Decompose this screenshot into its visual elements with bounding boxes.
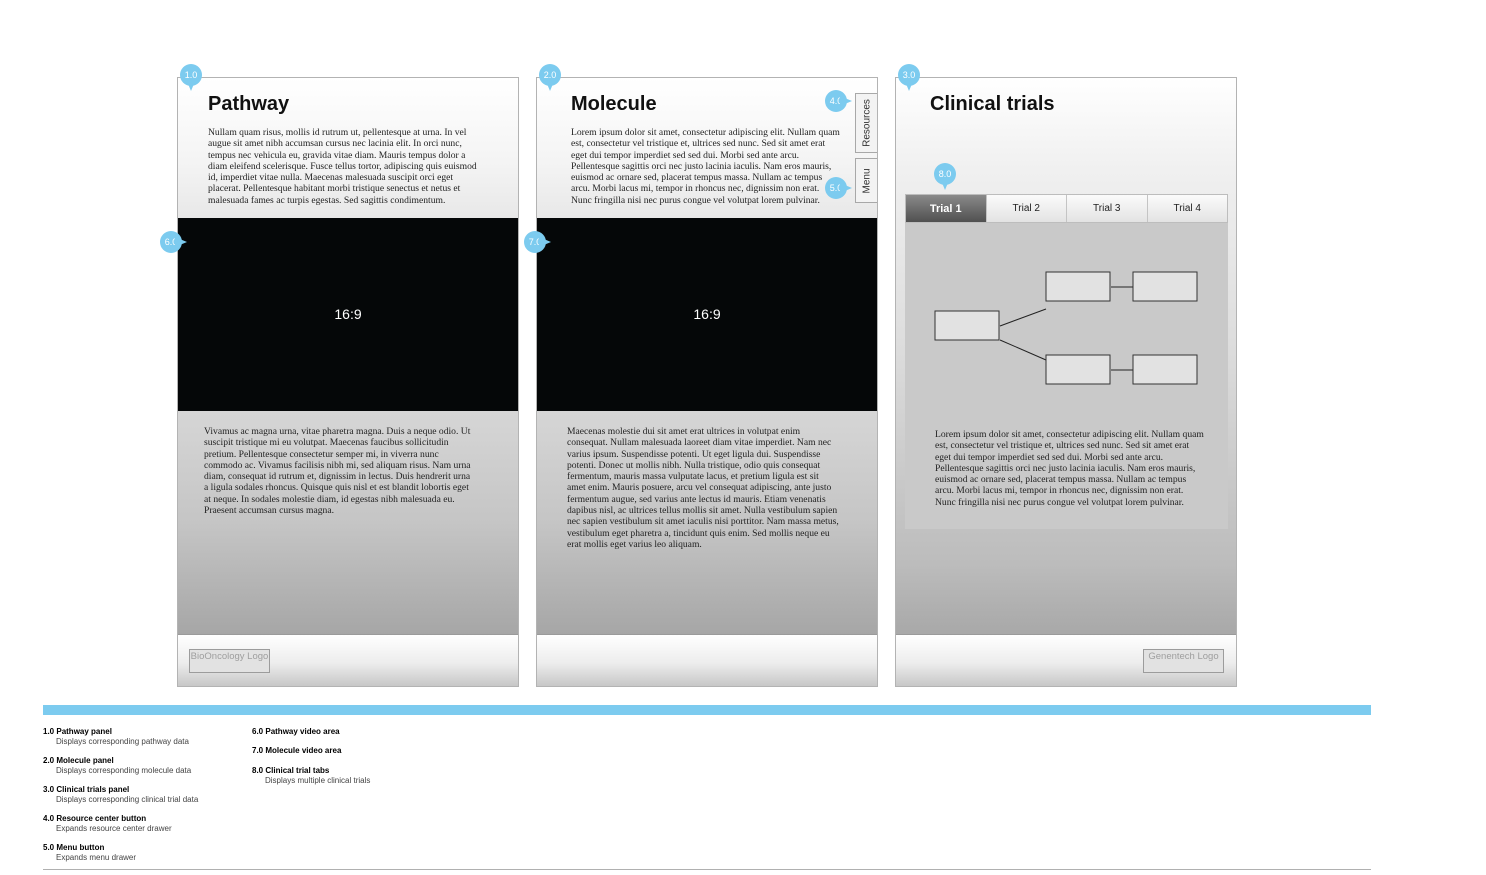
legend-num: 7.0 <box>252 746 264 755</box>
legend-num: 3.0 <box>43 785 55 794</box>
marker-7-0: 7.0 <box>524 231 546 253</box>
legend-num: 1.0 <box>43 727 55 736</box>
diagram-connector <box>1000 340 1046 360</box>
legend-item <box>252 766 370 795</box>
video-aspect-label: 16:9 <box>693 306 721 322</box>
legend-item <box>43 843 198 872</box>
pathway-body <box>178 411 518 635</box>
molecule-footer <box>537 634 877 686</box>
legend-title: Pathway panel <box>56 727 112 736</box>
marker-1-0: 1.0 <box>180 64 202 86</box>
bio-oncology-logo[interactable]: BioOncology Logo <box>189 649 270 673</box>
legend-desc: Displays corresponding pathway data <box>56 736 189 746</box>
clinical-footer <box>896 634 1236 686</box>
marker-5-0: 5.0 <box>825 177 847 199</box>
diagram-node <box>1133 355 1197 384</box>
pathway-title: Pathway <box>208 93 290 115</box>
menu-tab-button[interactable] <box>855 158 877 203</box>
marker-8-0: 8.0 <box>934 163 956 185</box>
legend-title: Resource center button <box>56 814 147 823</box>
marker-6-0: 6.0 <box>160 231 182 253</box>
legend-divider-bar <box>43 705 1371 715</box>
legend-desc: Displays corresponding clinical trial data <box>56 794 199 804</box>
molecule-panel <box>536 77 878 687</box>
legend-title: Molecule panel <box>56 756 114 765</box>
legend-desc: Expands menu drawer <box>56 852 137 862</box>
clinical-body-text: Lorem ipsum dolor sit amet, consectetur adipiscing elit. Nullam quam est, consectetur vel tristique et, ultrices sed nunc. Sed sit amet erat eget dui tempor imperdiet sed sed dui. Morbi sed ante arcu. Pellentesque sagittis orci nec justo lacinia iaculis. Nam eros mauris, euismod ac ornare sed, placerat tempus massa. Nullam ac tempus arcu. Morbi lacus mi, tempor in rhoncus nec, dignissim non erat. Nunc fringilla nisi nec purus congue vel volutpat lorem pulvinar. <box>935 429 1204 508</box>
resources-tab-label: Resources <box>861 99 872 147</box>
legend-title: Molecule video area <box>265 746 342 755</box>
legend-item <box>43 785 198 814</box>
legend-title: Clinical trials panel <box>56 785 130 794</box>
molecule-video-area[interactable] <box>537 218 877 411</box>
legend-desc: Displays corresponding molecule data <box>56 765 192 775</box>
legend-num: 2.0 <box>43 756 55 765</box>
tab-trial-3[interactable]: Trial 3 <box>1066 195 1147 222</box>
pathway-panel <box>177 77 519 687</box>
molecule-intro-text: Lorem ipsum dolor sit amet, consectetur adipiscing elit. Nullam quam est, consectetur vel tristique et, ultrices sed nunc. Sed sit amet erat eget dui tempor imperdiet sed sed dui. Morbi sed ante arcu. Pellentesque sagittis orci nec justo lacinia iaculis. Nam eros mauris, euismod ac ornare sed, placerat tempus massa. Nullam ac tempus arcu. Morbi lacus mi, tempor in rhoncus nec, dignissim non erat. Nunc fringilla nisi nec purus congue vel volutpat lorem pulvinar. <box>571 127 840 206</box>
molecule-body-text: Maecenas molestie dui sit amet erat ultrices in volutpat enim consequat. Nullam malesuada laoreet diam vitae imperdiet. Nam nec varius ipsum. Suspendisse potenti. Ut eget ligula dui. Suspendisse potenti. Donec ut mollis nibh. Nulla tristique, odio quis consequat fermentum, mauris massa vulputate lacus, et pretium ligula est sit amet enim. Mauris posuere, arcu vel consequat adipiscing, ante justo fermentum augue, sed varius ante lectus id mauris. Etiam venenatis dapibus nisl, ac ultrices tellus mollis sit amet. Nulla vestibulum sapien nec sapien vestibulum sit amet iaculis nisi porttitor. Nam massa metus, vestibulum eget pharetra a, tincidunt quis enim. Sed mollis neque eu erat mollis eget varius leo aliquam. <box>567 426 839 550</box>
molecule-title: Molecule <box>571 93 657 115</box>
menu-tab-label: Menu <box>861 167 872 194</box>
legend-title: Menu button <box>56 843 105 852</box>
diagram-connector <box>1000 309 1046 326</box>
legend-column-1 <box>43 727 198 872</box>
video-aspect-label: 16:9 <box>334 306 362 322</box>
pathway-video-area[interactable] <box>178 218 518 411</box>
bottom-divider <box>43 869 1371 870</box>
legend-item <box>252 727 370 746</box>
legend-item <box>43 727 198 756</box>
legend-num: 6.0 <box>252 727 264 736</box>
legend-item <box>43 814 198 843</box>
marker-3-0: 3.0 <box>898 64 920 86</box>
clinical-trial-tabs <box>905 194 1228 223</box>
pathway-header <box>178 78 518 218</box>
legend-desc: Displays multiple clinical trials <box>265 775 371 785</box>
clinical-title: Clinical trials <box>930 93 1055 115</box>
legend-column-2 <box>252 727 370 795</box>
diagram-node-root <box>935 311 999 340</box>
diagram-node <box>1046 355 1110 384</box>
legend-title: Clinical trial tabs <box>265 766 330 775</box>
legend-num: 4.0 <box>43 814 55 823</box>
marker-4-0: 4.0 <box>825 90 847 112</box>
pathway-body-text: Vivamus ac magna urna, vitae pharetra magna. Duis a neque odio. Ut suscipit tristique mi eu volutpat. Maecenas faucibus sollicitudin pretium. Pellentesque consectetur semper mi, in viverra nunc commodo ac. Vivamus facilisis nibh mi, sed aliquam risus. Nam urna diam, consequat id rutrum et, dignissim in lectus. Duis hendrerit urna a ligula sodales rhoncus. Quisque quis nisl et est blandit lobortis eget at neque. In sodales molestie diam, id egestas nibh malesuada eu. Praesent accumsan cursus magna. <box>204 426 471 517</box>
pathway-footer <box>178 634 518 686</box>
legend-desc: Expands resource center drawer <box>56 823 172 833</box>
molecule-body <box>537 411 877 635</box>
tab-trial-4[interactable]: Trial 4 <box>1147 195 1228 222</box>
legend-num: 8.0 <box>252 766 264 775</box>
tab-trial-1[interactable]: Trial 1 <box>906 195 986 222</box>
resources-tab-button[interactable] <box>855 93 877 153</box>
pathway-intro-text: Nullam quam risus, mollis id rutrum ut, pellentesque at urna. In vel augue sit amet nibh accumsan cursus nec lacinia elit. In orci nunc, tempus nec vehicula eu, gravida vitae diam. Mauris tempus dolor a diam eleifend scelerisque. Fusce tellus tortor, adipiscing quis euismod id, imperdiet vitae nulla. Maecenas malesuada suscipit orci eget placerat. Pellentesque habitant morbi tristique senectus et netus et malesuada fames ac turpis egestas. Sed sagittis condimentum. <box>208 127 477 206</box>
diagram-node <box>1046 272 1110 301</box>
legend-item <box>43 756 198 785</box>
diagram-node <box>1133 272 1197 301</box>
legend-title: Pathway video area <box>265 727 340 736</box>
marker-2-0: 2.0 <box>539 64 561 86</box>
tab-trial-2[interactable]: Trial 2 <box>986 195 1067 222</box>
legend-item <box>252 746 370 766</box>
legend-num: 5.0 <box>43 843 55 852</box>
genentech-logo[interactable]: Genentech Logo <box>1143 649 1224 673</box>
